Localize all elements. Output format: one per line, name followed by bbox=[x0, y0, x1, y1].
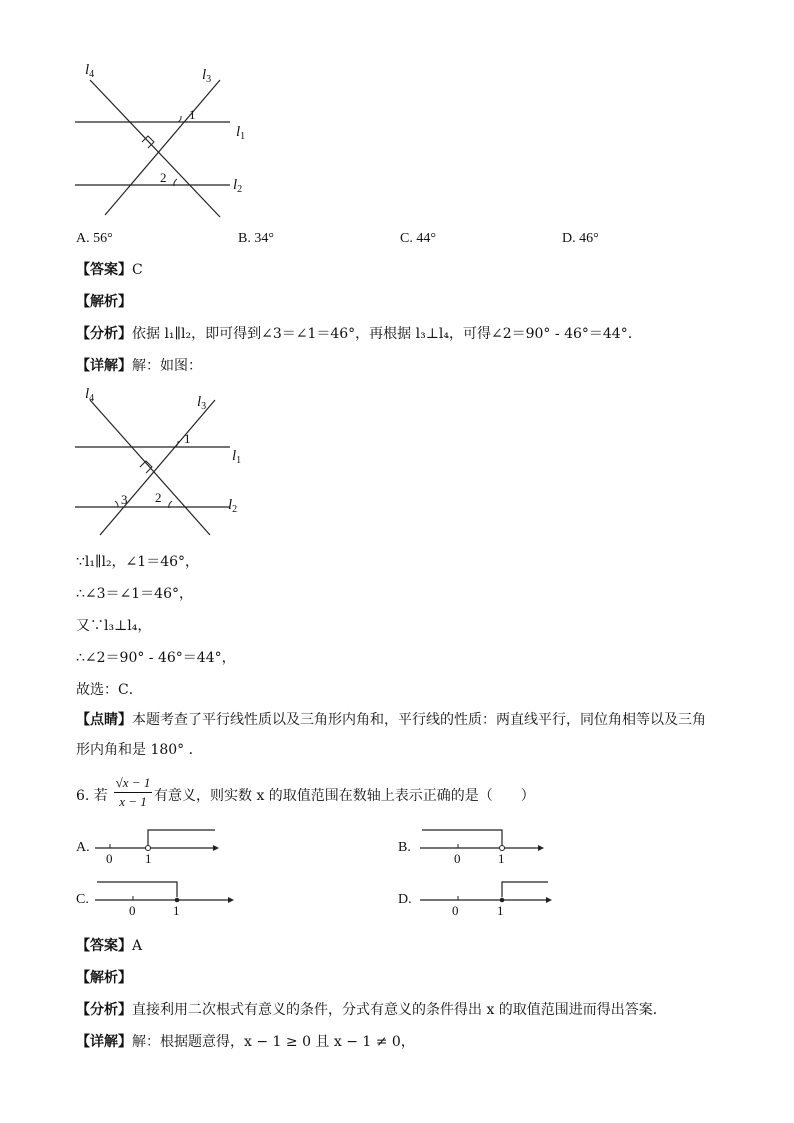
tick-1: 1 bbox=[173, 903, 180, 918]
q5-step2: ∴∠3＝∠1＝46°， bbox=[76, 586, 193, 602]
tick-1: 1 bbox=[497, 903, 504, 918]
option-d: D. 46° bbox=[562, 231, 599, 246]
label-l4: $l_4$ bbox=[85, 386, 95, 404]
q6-stem: 有意义，则实数 x 的取值范围在数轴上表示正确的是（ ） bbox=[154, 788, 535, 804]
option-c: C. 44° bbox=[400, 231, 436, 246]
angle-1-label: 1 bbox=[189, 107, 196, 122]
q6-option-b-label: B. bbox=[398, 840, 411, 855]
q5-answer: 【答案】C bbox=[76, 262, 143, 278]
q5-detail: 【详解】解：如图： bbox=[76, 358, 202, 374]
angle-2-label: 2 bbox=[155, 490, 162, 505]
q5-step1: ∵l₁∥l₂，∠1＝46°， bbox=[76, 554, 200, 570]
q6-answer: 【答案】A bbox=[76, 938, 143, 954]
label-l3: $l_3$ bbox=[202, 67, 212, 85]
q6-fraction-denominator: x − 1 bbox=[119, 794, 147, 809]
tick-0: 0 bbox=[106, 851, 113, 866]
label-l2: $l_2$ bbox=[228, 497, 238, 515]
angle-2-label: 2 bbox=[160, 170, 167, 185]
q5-fenxi: 【分析】依据 l₁∥l₂，即可得到∠3＝∠1＝46°，再根据 l₃⊥l₄，可得∠2＝90° - 46°＝44°. bbox=[76, 326, 633, 342]
q6-number: 6. 若 bbox=[76, 788, 108, 804]
q6-option-a-label: A. bbox=[76, 840, 90, 855]
label-l2: $l_2$ bbox=[233, 177, 243, 195]
q5-comment-cont: 形内角和是 180° ． bbox=[76, 742, 203, 758]
q6-option-d-label: D. bbox=[398, 892, 412, 907]
option-b: B. 34° bbox=[238, 231, 274, 246]
q5-step5: 故选：C． bbox=[76, 682, 143, 698]
q6-option-c-label: C. bbox=[76, 892, 89, 907]
q6-fraction-numerator: √x − 1 bbox=[114, 774, 152, 793]
angle-1-label: 1 bbox=[184, 431, 191, 446]
line-l3 bbox=[100, 400, 215, 535]
angle-3-arc bbox=[115, 501, 118, 507]
tick-1: 1 bbox=[145, 851, 152, 866]
line-l3 bbox=[105, 80, 220, 215]
line-l4 bbox=[90, 80, 220, 217]
label-l1: $l_1$ bbox=[232, 448, 242, 466]
q6-fenxi: 【分析】直接利用二次根式有意义的条件，分式有意义的条件得出 x 的取值范围进而得出答案． bbox=[76, 1002, 667, 1018]
label-l1: $l_1$ bbox=[236, 124, 246, 142]
tick-1: 1 bbox=[498, 851, 505, 866]
q5-step4: ∴∠2＝90° - 46°＝44°， bbox=[76, 650, 236, 666]
q6-detail: 【详解】解：根据题意得，x − 1 ≥ 0 且 x − 1 ≠ 0， bbox=[76, 1034, 415, 1050]
number-line-a bbox=[95, 825, 220, 870]
number-line-b bbox=[420, 825, 545, 870]
angle-3-label: 3 bbox=[121, 492, 128, 507]
q5-comment: 【点睛】本题考查了平行线性质以及三角形内角和，平行线的性质：两直线平行，同位角相等以及三角 bbox=[76, 712, 706, 728]
tick-0: 0 bbox=[454, 851, 461, 866]
option-a: A. 56° bbox=[76, 231, 113, 246]
label-l4: $l_4$ bbox=[85, 62, 95, 80]
figure-parallel-lines-2 bbox=[60, 380, 260, 545]
tick-0: 0 bbox=[129, 903, 136, 918]
q5-analysis-tag: 【解析】 bbox=[76, 294, 132, 310]
figure-parallel-lines-1 bbox=[60, 55, 260, 225]
line-l4 bbox=[90, 400, 210, 535]
tick-0: 0 bbox=[452, 903, 459, 918]
q5-step3: 又∵l₃⊥l₄， bbox=[76, 618, 152, 634]
number-line-d bbox=[420, 877, 555, 922]
label-l3: $l_3$ bbox=[197, 394, 207, 412]
angle-1-arc bbox=[178, 116, 181, 122]
number-line-c bbox=[95, 877, 235, 922]
q6-fraction bbox=[114, 774, 152, 811]
q6-analysis-tag: 【解析】 bbox=[76, 970, 132, 986]
